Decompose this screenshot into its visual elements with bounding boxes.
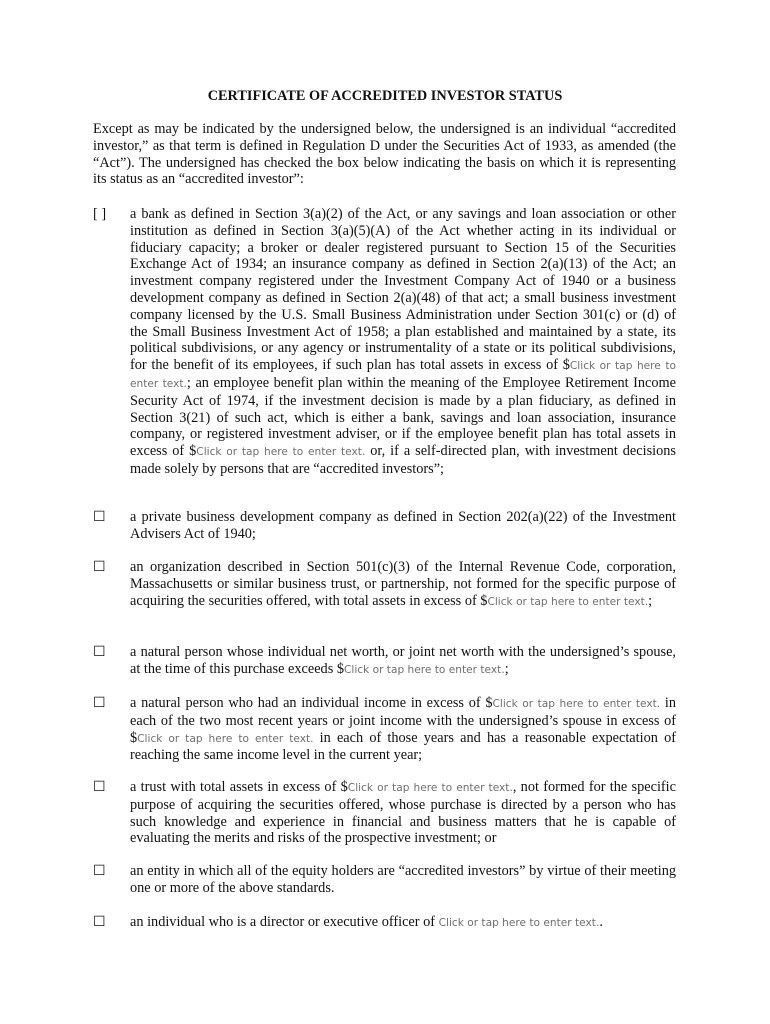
text-entry-placeholder[interactable]: Click or tap here to enter text. — [347, 782, 513, 794]
item-text-part: , not formed for the specific purpose of acquiring the securities offered, whose purchase is directed by a person who has such knowledge and experience in financial and business matters that he is capable of evaluating the merits and risks of the prospective investment; or — [130, 779, 677, 847]
document-title: CERTIFICATE OF ACCREDITED INVESTOR STATUS — [207, 88, 563, 104]
text-entry-placeholder[interactable]: Click or tap here to enter text. — [137, 732, 314, 745]
item-text-part: a natural person who had an individual income in excess of $ — [130, 695, 493, 711]
item-text — [130, 509, 676, 543]
checkbox[interactable]: ☐ — [93, 559, 106, 575]
item-text-part: a trust with total assets in excess of $ — [130, 779, 348, 795]
checkbox[interactable]: ☐ — [93, 863, 106, 879]
checkbox[interactable]: ☐ — [93, 695, 106, 711]
item-text — [130, 695, 676, 764]
item-text-part: ; an employee benefit plan within the meaning of the Employee Retirement Income Security Act of 1974, if the investment decision is made by a plan fiduciary, as defined in Section 3(21) of such act, which is either a bank, savings and loan association, insurance company, or registered investment adviser, or if the employee benefit plan has total assets in excess of $ — [130, 374, 677, 460]
item-text-part: or, if a self-directed plan, with investment decisions made solely by persons that are “accredited investors”; — [130, 443, 676, 477]
item-text-part: in each of those years and has a reasonable expectation of reaching the same income level in the current year; — [130, 729, 676, 764]
checkbox[interactable]: ☐ — [93, 644, 106, 660]
item-text — [130, 559, 676, 610]
item-text-part: a private business development company as defined in Section 202(a)(22) of the Investment Advisers Act of 1940; — [130, 509, 676, 542]
item-text-part: a natural person whose individual net worth, or joint net worth with the undersigned’s spouse, at the time of this purchase exceeds $ — [130, 644, 676, 677]
intro-paragraph: Except as may be indicated by the undersigned below, the undersigned is an individual “accredited investor,” as that term is defined in Regulation D under the Securities Act of 1933, as amended (the “Act”). The undersigned has checked the box below indicating the basis on which it is representing its status as an “accredited investor”: — [93, 121, 676, 188]
item-text — [130, 863, 676, 897]
text-entry-placeholder[interactable]: Click or tap here to enter text. — [492, 698, 661, 710]
item-text-part: a bank as defined in Section 3(a)(2) of the Act, or any savings and loan association or other institution as defined in Section 3(a)(5)(A) of the Act whether acting in its individual or fiduciary capacity; a broker or dealer registered pursuant to Section 15 of the Securities Exchange Act of 1934; an insurance company as defined in Section 2(a)(13) of the Act; an investment company registered under the Investment Company Act of 1940 or a business development company as defined in Section 2(a)(48) of that act; a small business investment company licensed by the U.S. Small Business Administration under Section 301(c) or (d) of the Small Business Investment Act of 1958; a plan established and maintained by a state, its political subdivisions, or any agency or instrumentality of a state or its political subdivisions, for the benefit of its employees, if such plan has total assets in excess of $ — [130, 206, 676, 374]
checkbox[interactable]: ☐ — [93, 779, 106, 795]
item-text-part: an organization described in Section 501(c)(3) of the Internal Revenue Code, corporation, Massachusetts or similar business trust, or partnership, not formed for the specific purpose of acquiring the securities offered, with total assets in excess of $ — [130, 559, 676, 609]
item-text — [130, 914, 676, 932]
item-text-part: an entity in which all of the equity holders are “accredited investors” by virtue of their meeting one or more of the above standards. — [130, 863, 676, 896]
item-text — [130, 779, 676, 847]
checkbox[interactable]: ☐ — [93, 914, 106, 930]
item-text — [130, 644, 676, 679]
text-entry-placeholder[interactable]: Click or tap here to enter text. — [438, 917, 600, 929]
text-entry-placeholder[interactable]: Click or tap here to enter text. — [196, 446, 366, 459]
item-text-part: ; — [648, 592, 653, 609]
item-text-part: in each of the two most recent years or joint income with the undersigned’s spouse in excess of $ — [130, 695, 676, 746]
checkbox[interactable]: ☐ — [93, 509, 106, 525]
text-entry-placeholder[interactable]: Click or tap here to enter text. — [487, 595, 649, 608]
text-entry-placeholder[interactable]: Click or tap here to enter text. — [343, 663, 505, 676]
item-text-part: ; — [504, 660, 509, 677]
item-text — [130, 206, 676, 478]
checkbox-bracket[interactable]: [ ] — [93, 206, 107, 222]
item-text-part: an individual who is a director or executive officer of — [130, 914, 439, 930]
item-text-part: . — [599, 914, 603, 930]
text-entry-placeholder[interactable]: Click or tap here to enter text. — [130, 360, 676, 390]
